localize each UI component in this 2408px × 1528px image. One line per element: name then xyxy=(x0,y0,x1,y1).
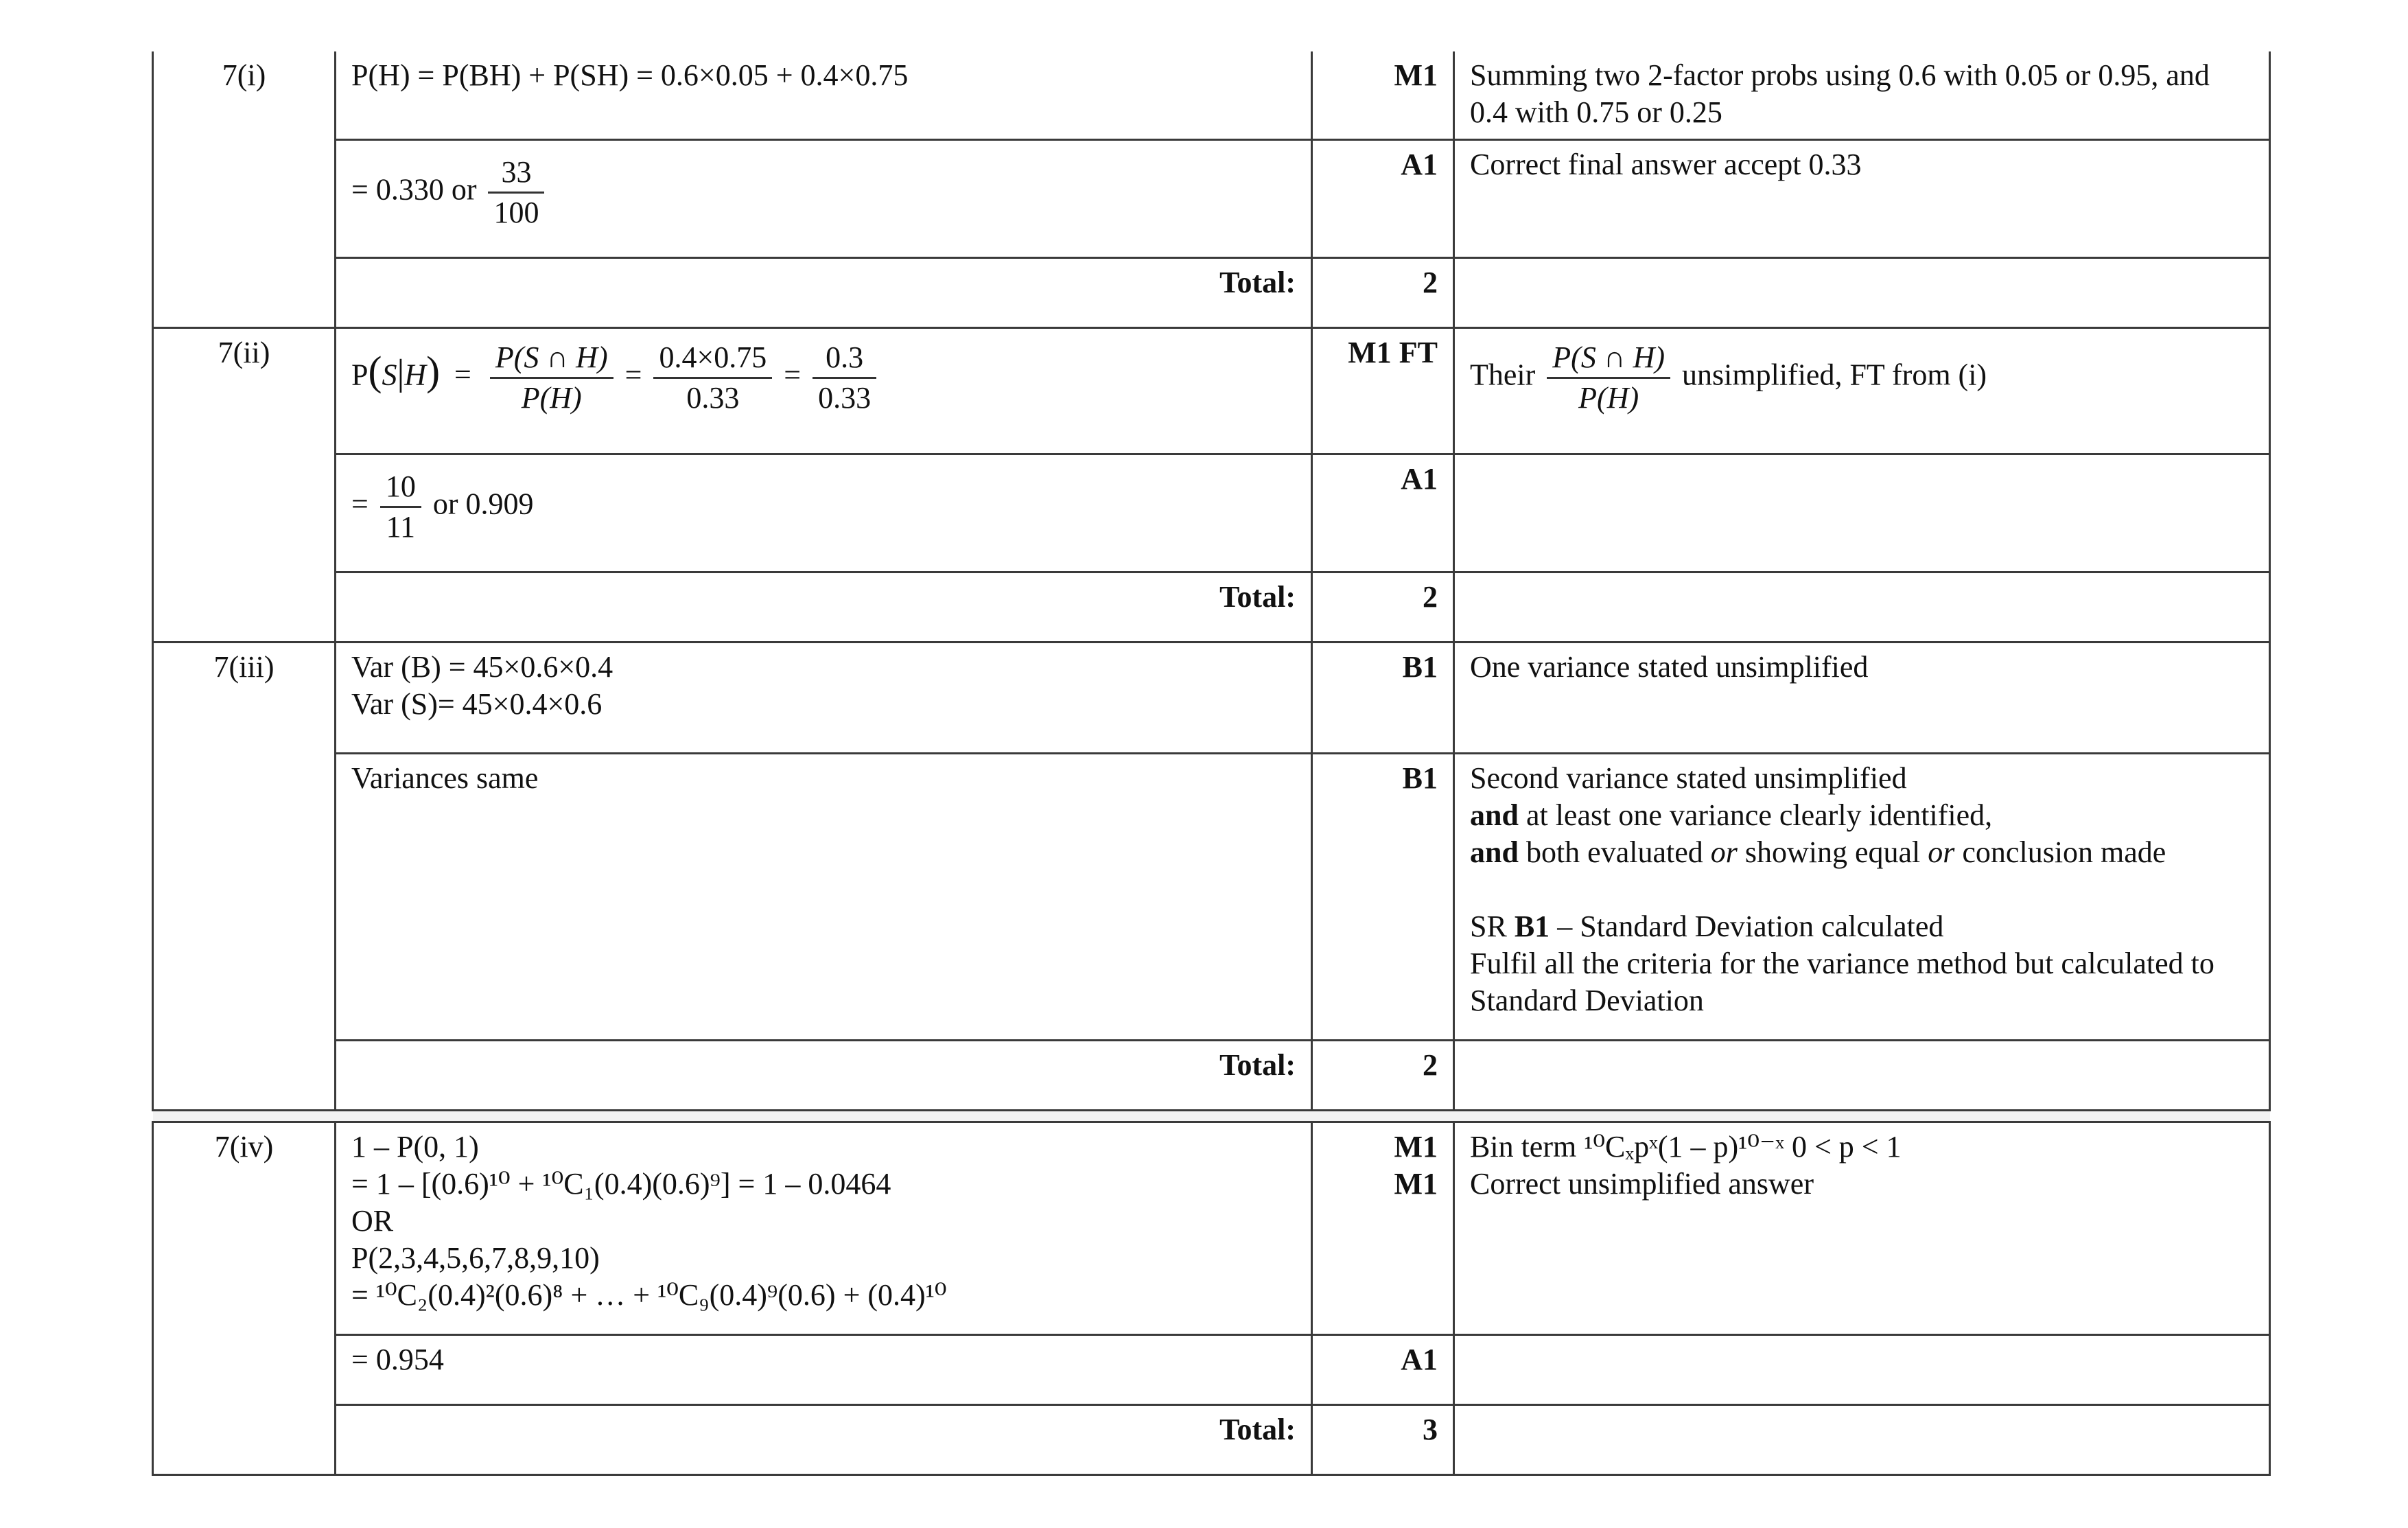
fraction-denominator: 0.33 xyxy=(686,380,740,415)
guidance-text: conclusion made xyxy=(1962,835,2166,869)
answer-prefix: = 0.330 or xyxy=(351,172,477,207)
fraction xyxy=(490,338,613,417)
fraction-denominator: 11 xyxy=(386,509,416,544)
guidance-cell xyxy=(1454,1122,2270,1334)
guidance-text: SR xyxy=(1470,909,1507,943)
prob-p: P xyxy=(351,358,369,392)
guidance-line: Fulfil all the criteria for the variance method but calculated to Standard Deviation xyxy=(1470,946,2214,1017)
answer-cell xyxy=(336,139,1312,257)
fraction-numerator: 10 xyxy=(380,467,421,508)
answer-cell xyxy=(336,642,1312,753)
guidance-line xyxy=(1470,834,2254,871)
question-label: 7(iii) xyxy=(153,642,336,1110)
answer-cell: P(H) = P(BH) + P(SH) = 0.6×0.05 + 0.4×0.75 xyxy=(336,51,1312,139)
divider-cell xyxy=(153,1110,2270,1122)
empty-cell xyxy=(1454,1040,2270,1110)
total-label: Total: xyxy=(336,257,1312,327)
table-row xyxy=(153,753,2270,1040)
total-label: Total: xyxy=(336,1404,1312,1474)
event-h: H xyxy=(404,358,427,392)
answer-line: OR xyxy=(351,1203,394,1238)
question-label: 7(ii) xyxy=(153,327,336,642)
fraction xyxy=(380,467,421,546)
empty-cell xyxy=(1454,1404,2270,1474)
guidance-line: Bin term ¹⁰Cₓpˣ(1 – p)¹⁰⁻ˣ 0 < p < 1 xyxy=(1470,1129,1902,1164)
table-row xyxy=(153,1404,2270,1474)
mark-cell: A1 xyxy=(1312,139,1454,257)
mark-cell: B1 xyxy=(1312,642,1454,753)
italic-or: or xyxy=(1928,835,1955,869)
mark-cell: M1 xyxy=(1312,51,1454,139)
answer-cell: Variances same xyxy=(336,753,1312,1040)
answer-line: = ¹⁰C₂(0.4)²(0.6)⁸ + … + ¹⁰C₉(0.4)⁹(0.6) + (0.4)¹⁰ xyxy=(351,1277,947,1312)
bold-mark: B1 xyxy=(1514,909,1550,943)
answer-cell xyxy=(336,454,1312,572)
equals-sign: = xyxy=(784,358,802,392)
guidance-line xyxy=(1470,797,2254,834)
fraction xyxy=(1547,338,1670,417)
answer-line: Var (B) = 45×0.6×0.4 xyxy=(351,649,613,684)
fraction-denominator: 100 xyxy=(493,195,539,229)
question-label: 7(i) xyxy=(153,51,336,327)
fraction-denominator: P(H) xyxy=(1578,380,1639,415)
guidance-cell: Correct final answer accept 0.33 xyxy=(1454,139,2270,257)
section-divider xyxy=(153,1110,2270,1122)
guidance-text: showing equal xyxy=(1744,835,1921,869)
answer-cell xyxy=(336,1122,1312,1334)
empty-cell xyxy=(1454,572,2270,642)
table-row xyxy=(153,327,2270,454)
empty-cell xyxy=(1454,1334,2270,1404)
answer-line: 1 – P(0, 1) xyxy=(351,1129,479,1164)
fraction-denominator: 0.33 xyxy=(818,380,872,415)
guidance-line xyxy=(1470,908,2254,945)
mark-cell: B1 xyxy=(1312,753,1454,1040)
mark-cell: M1 FT xyxy=(1312,327,1454,454)
total-value: 2 xyxy=(1312,1040,1454,1110)
equals-sign: = xyxy=(351,487,369,521)
table-row xyxy=(153,572,2270,642)
mark-scheme-table xyxy=(152,51,2271,1476)
table-row xyxy=(153,1334,2270,1404)
total-value: 3 xyxy=(1312,1404,1454,1474)
spacer xyxy=(1470,871,2254,908)
mark-cell xyxy=(1312,1122,1454,1334)
answer-line: Var (S)= 45×0.4×0.6 xyxy=(351,686,603,721)
table-row xyxy=(153,1122,2270,1334)
guidance-text: both evaluated xyxy=(1526,835,1703,869)
fraction-numerator: 33 xyxy=(488,153,544,194)
fraction xyxy=(653,338,772,417)
total-value: 2 xyxy=(1312,257,1454,327)
guidance-cell xyxy=(1454,327,2270,454)
italic-or: or xyxy=(1710,835,1738,869)
table-row xyxy=(153,642,2270,753)
table-row xyxy=(153,51,2270,139)
fraction-numerator: 0.3 xyxy=(813,338,876,379)
total-value: 2 xyxy=(1312,572,1454,642)
fraction-numerator: 0.4×0.75 xyxy=(653,338,772,379)
total-label: Total: xyxy=(336,1040,1312,1110)
guidance-cell: Summing two 2-factor probs using 0.6 with 0.05 or 0.95, and 0.4 with 0.75 or 0.25 xyxy=(1454,51,2270,139)
guidance-text: unsimplified, FT from (i) xyxy=(1682,358,1987,392)
mark-value: M1 xyxy=(1394,1129,1438,1164)
mark-cell: A1 xyxy=(1312,454,1454,572)
mark-cell: A1 xyxy=(1312,1334,1454,1404)
guidance-text: – Standard Deviation calculated xyxy=(1557,909,1944,943)
fraction-denominator: P(H) xyxy=(521,380,582,415)
guidance-cell: One variance stated unsimplified xyxy=(1454,642,2270,753)
table-row xyxy=(153,139,2270,257)
fraction xyxy=(813,338,876,417)
guidance-cell xyxy=(1454,753,2270,1040)
answer-line: P(2,3,4,5,6,7,8,9,10) xyxy=(351,1240,600,1275)
event-s: S xyxy=(382,358,397,392)
equals-sign: = xyxy=(624,358,642,392)
answer-cell: P(S|H) = $\frac{P(S \cap H)}{P(H)}$ = $\frac{0.4\times 0.75}{0.33}$ = $\frac{0.3}{0.33}$ xyxy=(336,327,1312,454)
empty-cell xyxy=(1454,454,2270,572)
total-label: Total: xyxy=(336,572,1312,642)
empty-cell xyxy=(1454,257,2270,327)
guidance-text: at least one variance clearly identified, xyxy=(1526,798,1993,832)
answer-line: = 1 – [(0.6)¹⁰ + ¹⁰C₁(0.4)(0.6)⁹] = 1 – 0.0464 xyxy=(351,1166,891,1201)
guidance-line: Correct unsimplified answer xyxy=(1470,1166,1814,1201)
table-row xyxy=(153,257,2270,327)
table-row xyxy=(153,454,2270,572)
fraction-numerator: P(S ∩ H) xyxy=(1547,338,1670,379)
equals-sign: = xyxy=(454,358,471,392)
fraction-numerator: P(S ∩ H) xyxy=(490,338,613,379)
bold-and: and xyxy=(1470,798,1519,832)
guidance-line: Second variance stated unsimplified xyxy=(1470,761,1907,795)
table-row xyxy=(153,1040,2270,1110)
mark-value: M1 xyxy=(1394,1166,1438,1201)
answer-cell: = 0.954 xyxy=(336,1334,1312,1404)
question-label: 7(iv) xyxy=(153,1122,336,1474)
answer-text: or 0.909 xyxy=(432,487,534,521)
guidance-text: Their xyxy=(1470,358,1536,392)
fraction xyxy=(488,153,544,232)
bold-and: and xyxy=(1470,835,1519,869)
